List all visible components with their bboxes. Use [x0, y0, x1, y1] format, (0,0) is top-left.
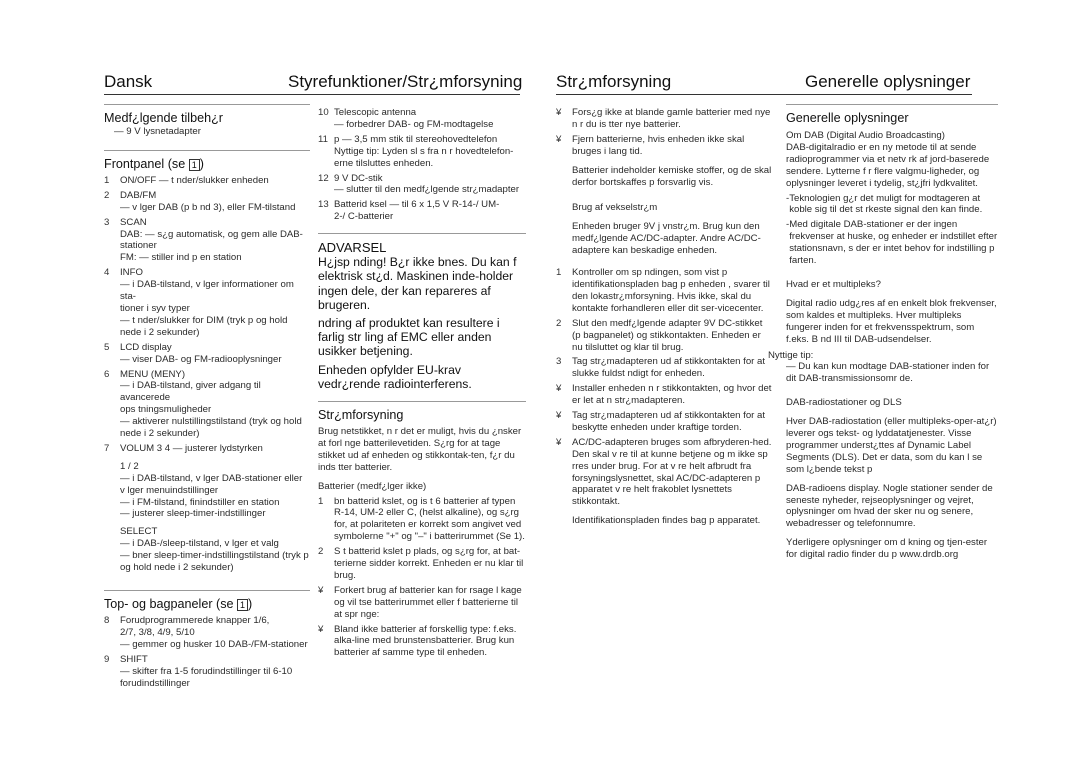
- bullet-item: [318, 624, 526, 660]
- page-language: Dansk: [104, 72, 153, 91]
- list-item: [556, 267, 772, 315]
- item-line: — gemmer og husker 10 DAB-/FM-stationer: [120, 638, 308, 650]
- header-rule-left: [104, 94, 520, 95]
- item-line: — i DAB-tilstand, giver adgang til avancerede: [120, 380, 261, 404]
- item-number: 9: [104, 653, 110, 665]
- item-body: [120, 190, 310, 214]
- item-line: — i DAB-/sleep-tilstand, v lger et valg: [120, 538, 279, 550]
- item-body: [572, 267, 772, 315]
- item-body: [334, 199, 526, 223]
- front-panel-list: [104, 175, 310, 574]
- bullet-mark: ¥: [556, 410, 562, 422]
- item-line: Nyttige tip: Lyden sl s fra n r hovedtelefon-: [334, 145, 514, 157]
- item-number: 6: [104, 368, 110, 380]
- list-item: [104, 443, 310, 574]
- power-heading: Str¿mforsyning: [318, 407, 404, 422]
- item-body: [334, 546, 526, 582]
- page-title-right: Generelle oplysninger: [805, 72, 971, 91]
- list-item: [104, 369, 310, 440]
- item-line: DAB/FM: [120, 189, 157, 201]
- item-body: [572, 318, 772, 354]
- bullet-text: Bland ikke batterier af forskellig type: f.eks. alka-line med brunstensbatterier. Brug kun batterier af samme type til enheden.: [334, 623, 517, 659]
- item-line: v lger menuindstillinger: [120, 484, 219, 496]
- item-line: — aktiverer nulstillingstilstand (tryk og hold: [120, 416, 302, 428]
- item-line: — t nder/slukker for DIM (tryk p og hold: [120, 314, 288, 326]
- item-number: 13: [318, 199, 329, 211]
- item-number: 2: [318, 546, 324, 558]
- item-text: Slut den medf¿lgende adapter 9V DC-stikket (p bagpanelet) og stikkontakten. Enheden er nu tilsluttet og klar til brug.: [572, 317, 763, 353]
- column-power-continued: [556, 104, 772, 527]
- battery-steps: [318, 496, 526, 582]
- item-line: tioner i syv typer: [120, 302, 190, 314]
- list-item: [556, 356, 772, 380]
- item-line: LCD display: [120, 341, 172, 353]
- bullet-text: Fjern batterierne, hvis enheden ikke skal bruges i lang tid.: [572, 133, 745, 157]
- item-number: 7: [104, 442, 110, 454]
- front-panel-heading: [104, 157, 310, 172]
- multiplex-heading: Hvad er et multipleks?: [786, 278, 881, 290]
- top-panel-heading: [104, 597, 310, 612]
- item-body: [120, 615, 310, 651]
- item-line: — justerer sleep-timer-indstillinger: [120, 508, 266, 520]
- dls-description-2: DAB-radioens display. Nogle stationer sender de seneste nyheder, rejseoplysninger og vejret, oplysninger om hvad der sker nu og senere, webadresser og telefonnumre.: [786, 482, 993, 530]
- dab-description: DAB-digitalradio er en ny metode til at sende radioprogrammer via et netv rk af jord-baserede sendere. Lytterne f r flere valgmu-ligheder, og oplysninger leveret i tydelig, st¿jfri lydkvalitet.: [786, 141, 990, 189]
- item-line: — i DAB-tilstand, v lger informationer om sta-: [120, 279, 294, 303]
- item-line: erne tilsluttes enheden.: [334, 157, 434, 169]
- bullet-text: Fors¿g ikke at blande gamle batterier med nye n r du is tter nye batterier.: [572, 107, 771, 130]
- figure-ref: 1: [189, 159, 200, 171]
- item-number: 1: [318, 495, 324, 507]
- item-line: ON/OFF — t nder/slukker enheden: [120, 174, 269, 186]
- item-body: [334, 107, 526, 131]
- item-line: SCAN: [120, 216, 147, 228]
- item-text: bn batterid kslet, og is t 6 batterier af typen R-14, UM-2 eller C, (helst alkaline), og s¿rg for, at polariteten er korrekt som angivet ved symbolerne "+" og "–" i batterirummet (Se 1).: [334, 495, 525, 543]
- item-body: [120, 654, 310, 690]
- bullet-mark: ¥: [318, 623, 324, 635]
- item-line: VOLUM 3 4 — justerer lydstyrken: [120, 442, 263, 454]
- front-panel-title: Frontpanel (se: [104, 156, 186, 171]
- bullet-mark: ¥: [556, 107, 562, 118]
- item-body: [120, 217, 310, 265]
- list-item: [318, 546, 526, 582]
- item-line: — i FM-tilstand, finindstiller en station: [120, 496, 280, 508]
- item-line: MENU (MENY): [120, 368, 186, 380]
- accessories-heading: Medf¿lgende tilbeh¿r: [104, 111, 224, 125]
- accessory-item: — 9 V lysnetadapter: [114, 126, 201, 137]
- bullet-item: [556, 134, 772, 158]
- figure-ref: 1: [237, 599, 248, 611]
- item-number: 1: [104, 174, 110, 186]
- item-line: Forudprogrammerede knapper 1/6,: [120, 615, 270, 626]
- multiplex-description: Digital radio udg¿res af en enkelt blok frekvenser, som kaldes et multipleks. Hver multipleks fungerer inden for et frekvensspektrum, som f.eks. B nd III til DAB-udsendelser.: [786, 297, 997, 345]
- dab-heading: Om DAB (Digital Audio Broadcasting): [786, 130, 945, 141]
- item-line: forudindstillinger: [120, 677, 190, 689]
- section-rule: [318, 233, 526, 234]
- bullet-text: AC/DC-adapteren bruges som afbryderen-hed. Den skal v re til at kunne betjene og m ikke sp rres under brug. For at v re helt afbrudt fra forsyningslysnettet, skal AC/DC-adapteren p apparatet v re helt frakoblet lysnettets stikkontakt.: [572, 436, 772, 508]
- list-item: [104, 267, 310, 338]
- item-number: 3: [104, 216, 110, 228]
- column-controls: [104, 104, 310, 689]
- top-panel-list: [104, 615, 310, 689]
- item-number: 4: [104, 267, 110, 279]
- dash-item: [786, 219, 998, 267]
- item-number: 1: [556, 267, 562, 279]
- item-line: Batterid ksel — til 6 x 1,5 V R-14-/ UM-: [334, 199, 500, 211]
- front-panel-close: ): [199, 156, 204, 171]
- item-text: S t batterid kslet p plads, og s¿rg for, at bat-terierne sidder korrekt. Enheden er nu klar til brug.: [334, 546, 524, 581]
- item-line: SHIFT: [120, 653, 148, 665]
- bullet-item: [318, 585, 526, 621]
- item-line: 2-/ C-batterier: [334, 211, 394, 223]
- dash-text: Teknologien g¿r det muligt for modtageren at koble sig til det st rkeste signal den kan finde.: [789, 192, 983, 216]
- item-line: INFO: [120, 267, 143, 279]
- power-intro: Brug netstikket, n r det er muligt, hvis du ¿nsker at forl nge batterilevetiden. S¿rg for at tage stikket ud af enheden og stikkontak-ten, f¿r du inds tter batterier.: [318, 425, 522, 473]
- section-rule: [318, 401, 526, 402]
- list-item: [104, 615, 310, 651]
- section-rule: [104, 104, 310, 105]
- item-number: 12: [318, 172, 329, 184]
- list-item: [318, 173, 526, 197]
- list-item: [104, 342, 310, 366]
- item-line: — slutter til den medf¿lgende str¿madapter: [334, 184, 520, 196]
- bullet-item: [556, 437, 772, 508]
- column-power: [318, 104, 526, 659]
- item-line: 2/7, 3/8, 4/9, 5/10: [120, 626, 195, 638]
- item-body: [120, 443, 310, 574]
- warning-paragraph: Enheden opfylder EU-krav vedr¿rende radiointerferens.: [318, 362, 472, 391]
- item-number: 2: [104, 189, 110, 201]
- chemical-note: Batterier indeholder kemiske stoffer, og de skal derfor bortskaffes p forsvarlig vis.: [572, 164, 772, 188]
- item-number: 3: [556, 356, 562, 368]
- ac-heading: Brug af vekselstr¿m: [572, 202, 658, 214]
- list-item: [318, 496, 526, 544]
- battery-heading: Batterier (medf¿lger ikke): [318, 480, 427, 492]
- item-line: 1 / 2: [120, 460, 139, 472]
- top-panel-close: ): [248, 597, 253, 611]
- item-line: FM: — stiller ind p en station: [120, 252, 242, 264]
- item-text: Tag str¿madapteren ud af stikkontakten for at slukke fuldst ndigt for enheden.: [572, 356, 766, 380]
- item-line: — i DAB-tilstand, v lger DAB-stationer eller: [120, 472, 303, 484]
- top-panel-title: Top- og bagpaneler (se: [104, 597, 234, 611]
- item-line: stationer: [120, 240, 157, 252]
- header-rule-right: [556, 94, 972, 95]
- item-line: — forbedrer DAB- og FM-modtagelse: [334, 118, 494, 130]
- bullet-text: Installer enheden n r stikkontakten, og hvor det er let at n str¿madapteren.: [572, 383, 772, 407]
- item-number: 5: [104, 341, 110, 353]
- item-body: [120, 175, 310, 187]
- item-body: [334, 134, 526, 170]
- list-item: [318, 134, 526, 170]
- item-body: [334, 496, 526, 544]
- item-line: og hold nede i 2 sekunder): [120, 562, 234, 574]
- item-body: [334, 173, 526, 197]
- dash-mark: -: [786, 219, 790, 231]
- dab-points: [786, 193, 998, 267]
- item-number: 8: [104, 615, 110, 626]
- item-line: — v lger DAB (p b nd 3), eller FM-tilstand: [120, 201, 296, 213]
- section-rule: [104, 590, 310, 591]
- controls-list-continued: [318, 107, 526, 223]
- bullet-item: [556, 107, 772, 131]
- list-item: [318, 199, 526, 223]
- list-item: [104, 175, 310, 187]
- ac-steps: [556, 267, 772, 380]
- id-plate-note: Identifikationspladen findes bag p apparatet.: [572, 515, 761, 527]
- item-line: — skifter fra 1-5 forudindstillinger til 6-10: [120, 665, 293, 677]
- ac-warnings: [556, 383, 772, 508]
- list-item: [104, 190, 310, 214]
- item-line: Telescopic antenna: [334, 107, 417, 118]
- item-line: DAB: — s¿g automatisk, og gem alle DAB-: [120, 228, 303, 240]
- item-body: [120, 267, 310, 338]
- dash-item: [786, 193, 998, 217]
- ac-intro: Enheden bruger 9V j vnstr¿m. Brug kun den medf¿lgende AC/DC-adapter. Andre AC/DC-adaptere kan beskadige enheden.: [572, 221, 761, 257]
- list-item: [318, 107, 526, 131]
- item-text: Kontroller om sp ndingen, som vist p identifikationspladen bag p enheden , svarer til den lokastr¿mforsyning. Hvis ikke, skal du kontakte forhandleren eller dit ser-vicecenter.: [572, 267, 770, 314]
- page-title-right-left: Str¿mforsyning: [556, 72, 672, 91]
- battery-tips: [556, 107, 772, 158]
- item-line: nede i 2 sekunder): [120, 428, 200, 440]
- section-rule: [104, 150, 310, 151]
- tip-label: Nyttige tip:: [768, 349, 814, 361]
- section-rule: [786, 104, 998, 105]
- page-title-left: Styrefunktioner/Str¿mforsyning: [288, 72, 523, 91]
- item-body: [572, 356, 772, 380]
- bullet-mark: ¥: [556, 383, 562, 395]
- dash-mark: -: [786, 192, 790, 204]
- bullet-mark: ¥: [556, 133, 562, 145]
- item-line: ops tningsmuligheder: [120, 404, 212, 416]
- bullet-item: [556, 383, 772, 407]
- column-general-info: [768, 104, 998, 561]
- item-line: SELECT: [120, 526, 158, 538]
- bullet-mark: ¥: [556, 436, 562, 448]
- dls-heading: DAB-radiostationer og DLS: [786, 397, 902, 409]
- warning-heading: ADVARSEL: [318, 240, 387, 256]
- warning-paragraph: ndring af produktet kan resultere i farlig str ling af EMC eller anden usikker betjening.: [318, 315, 500, 359]
- bullet-mark: ¥: [318, 584, 324, 596]
- list-item: [556, 318, 772, 354]
- dls-description-1: Hver DAB-radiostation (eller multipleks-oper-at¿r) leverer ogs tekst- og lyddatatjenester. Visse programmer underst¿ttes af Dynamic Label Segments (DLS). Det er data, som du kan l se som l¿bende tekst p: [786, 416, 997, 475]
- item-line: 9 V DC-stik: [334, 172, 383, 184]
- item-number: 10: [318, 107, 329, 118]
- item-number: 11: [318, 133, 328, 145]
- tip-text: — Du kan kun modtage DAB-stationer inden for dit DAB-transmissionsomr de.: [786, 361, 990, 385]
- item-body: [120, 342, 310, 366]
- dash-text: Med digitale DAB-stationer er der ingen frekvenser at huske, og enheder er indstillet efter stationsnavn, s der er intet behov for indstilling p farten.: [789, 219, 998, 267]
- general-heading: Generelle oplysninger: [786, 111, 909, 125]
- item-line: nede i 2 sekunder): [120, 326, 200, 338]
- battery-warnings: [318, 585, 526, 659]
- item-line: — viser DAB- og FM-radiooplysninger: [120, 353, 282, 365]
- more-info: Yderligere oplysninger om d kning og tjen-ester for digital radio finder du p www.drdb.org: [786, 537, 988, 561]
- list-item: [104, 654, 310, 690]
- bullet-item: [556, 410, 772, 434]
- bullet-text: Forkert brug af batterier kan for rsage l kage og vil tse batterirummet eller f batterierne til at spr nge:: [334, 584, 522, 620]
- warning-paragraph: H¿jsp nding! B¿r ikke bnes. Du kan f elektrisk st¿d. Maskinen inde-holder ingen dele, der kan repareres af brugeren.: [318, 255, 517, 312]
- item-line: p — 3,5 mm stik til stereohovedtelefon: [334, 133, 498, 145]
- item-body: [120, 369, 310, 440]
- item-number: 2: [556, 317, 562, 329]
- item-line: — bner sleep-timer-indstillingstilstand (tryk p: [120, 550, 309, 562]
- bullet-text: Tag str¿madapteren ud af stikkontakten for at beskytte enheden under kraftige torden.: [572, 410, 766, 433]
- list-item: [104, 217, 310, 265]
- warning-text: [318, 255, 526, 391]
